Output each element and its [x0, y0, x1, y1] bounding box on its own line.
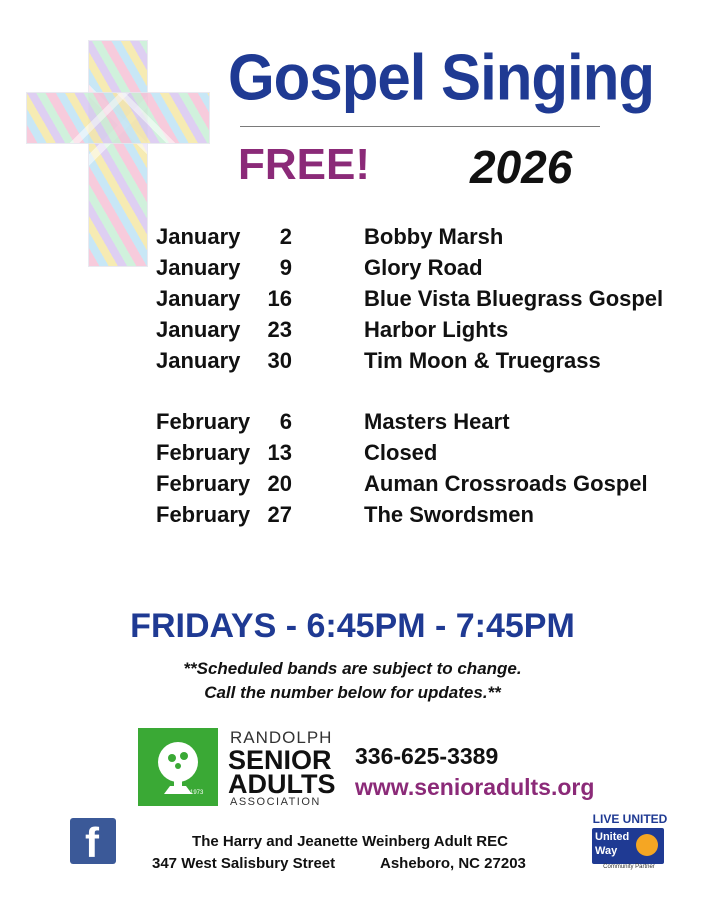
- schedule-month: February: [156, 471, 251, 496]
- united-way-logo: [592, 828, 664, 864]
- schedule-band: Bobby Marsh: [364, 224, 504, 249]
- schedule-row: [156, 224, 676, 254]
- schedule-month: February: [156, 409, 251, 434]
- facebook-icon[interactable]: f: [70, 818, 116, 864]
- schedule-band: Blue Vista Bluegrass Gospel: [364, 286, 664, 311]
- schedule-row: [156, 348, 676, 378]
- website-link[interactable]: www.senioradults.org: [355, 774, 595, 800]
- schedule-month: January: [156, 317, 241, 342]
- schedule-note: **Scheduled bands are subject to change.: [183, 659, 522, 678]
- schedule-month: January: [156, 348, 241, 373]
- schedule-month: January: [156, 224, 241, 249]
- schedule-row: [156, 502, 676, 532]
- united-way-hand-icon: [636, 834, 658, 856]
- address-city: Asheboro, NC 27203: [380, 855, 526, 872]
- page-title: Gospel Singing: [228, 41, 655, 114]
- schedule-band: Closed: [364, 440, 438, 465]
- event-times: FRIDAYS - 6:45PM - 7:45PM: [130, 607, 575, 645]
- schedule-row: [156, 317, 676, 347]
- schedule-band: Harbor Lights: [364, 317, 509, 342]
- live-united-label: LIVE UNITED: [592, 812, 668, 826]
- schedule-note: Call the number below for updates.**: [204, 683, 501, 702]
- schedule-month: January: [156, 286, 241, 311]
- free-label: FREE!: [238, 140, 370, 189]
- schedule-band: Glory Road: [364, 255, 483, 280]
- title-divider: [240, 126, 600, 127]
- schedule-band: Auman Crossroads Gospel: [364, 471, 648, 496]
- schedule-row: [156, 255, 676, 285]
- schedule-day: 30: [267, 348, 292, 373]
- schedule-day: 23: [267, 317, 292, 342]
- schedule-row: [156, 286, 676, 316]
- schedule-month: February: [156, 440, 251, 465]
- schedule-band: The Swordsmen: [364, 502, 534, 527]
- logo-association: ASSOCIATION: [230, 796, 321, 808]
- schedule-row: [156, 471, 676, 501]
- logo-senior: SENIOR: [228, 745, 332, 775]
- schedule-row: [156, 440, 676, 470]
- schedule-month: January: [156, 255, 241, 280]
- schedule-day: 27: [267, 502, 292, 527]
- address-venue: The Harry and Jeanette Weinberg Adult REC: [192, 833, 508, 850]
- united-way-partner: Community Partner: [603, 864, 655, 870]
- schedule-day: 20: [267, 471, 292, 496]
- schedule-day: 6: [279, 409, 292, 434]
- cross-icon: [88, 40, 148, 267]
- schedule-band: Tim Moon & Truegrass: [364, 348, 601, 373]
- logo-adults: ADULTS: [228, 769, 336, 799]
- schedule-january: [156, 224, 676, 384]
- schedule-day: 2: [279, 224, 292, 249]
- logo-est: Est. 1973: [178, 790, 204, 796]
- schedule-february: [156, 409, 676, 539]
- united-way-name: Way: [595, 845, 618, 857]
- schedule-day: 13: [267, 440, 292, 465]
- schedule-row: [156, 409, 676, 439]
- address-street: 347 West Salisbury Street: [152, 855, 336, 872]
- schedule-day: 16: [267, 286, 292, 311]
- schedule-band: Masters Heart: [364, 409, 510, 434]
- cross-arm: [26, 92, 210, 144]
- schedule-day: 9: [279, 255, 292, 280]
- schedule-month: February: [156, 502, 251, 527]
- phone-number: 336-625-3389: [355, 743, 499, 769]
- logo-randolph: RANDOLPH: [230, 728, 333, 747]
- united-way-name: United: [595, 831, 630, 843]
- year-label: 2026: [470, 141, 573, 193]
